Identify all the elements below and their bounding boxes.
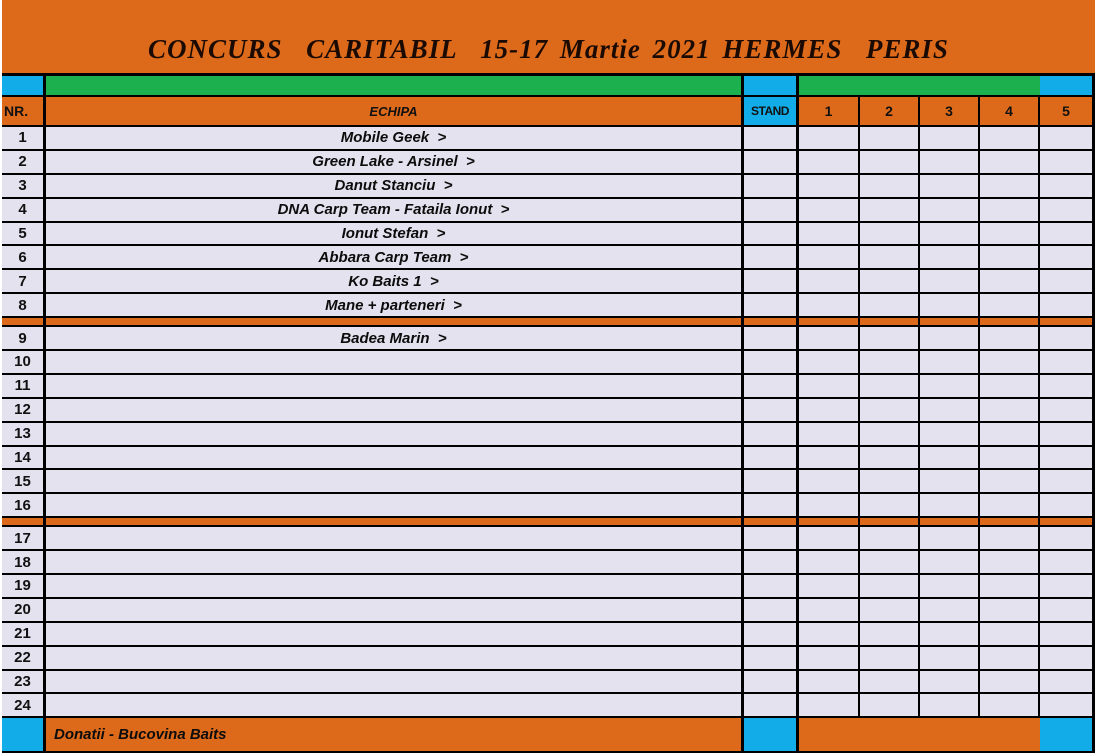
score-cell-5 bbox=[1040, 623, 1095, 645]
score-cell-2 bbox=[860, 294, 920, 316]
score-cell-5 bbox=[1040, 423, 1095, 445]
team-name-cell bbox=[46, 447, 744, 469]
score-cell-5 bbox=[1040, 199, 1095, 221]
stand-cell bbox=[744, 294, 799, 316]
score-cell-2 bbox=[860, 127, 920, 149]
score-cell-2 bbox=[860, 494, 920, 516]
header-stand-3: 3 bbox=[920, 97, 980, 125]
score-cell-2 bbox=[860, 470, 920, 492]
stand-cell bbox=[744, 447, 799, 469]
score-cell-3 bbox=[920, 199, 980, 221]
score-cell-2 bbox=[860, 375, 920, 397]
score-cell-3 bbox=[920, 351, 980, 373]
score-cell-2 bbox=[860, 671, 920, 693]
row-number: 4 bbox=[2, 199, 46, 221]
stand-cell bbox=[744, 575, 799, 597]
score-cell-4 bbox=[980, 447, 1040, 469]
score-cell-5 bbox=[1040, 327, 1095, 349]
row-number: 19 bbox=[2, 575, 46, 597]
score-cell-4 bbox=[980, 470, 1040, 492]
score-cell-3 bbox=[920, 294, 980, 316]
score-cell-2 bbox=[860, 599, 920, 621]
team-name-cell bbox=[46, 599, 744, 621]
score-cell-1 bbox=[799, 127, 860, 149]
score-cell-4 bbox=[980, 399, 1040, 421]
band-nr-cell bbox=[2, 76, 46, 95]
score-cell-2 bbox=[860, 623, 920, 645]
team-name-cell bbox=[46, 647, 744, 669]
score-cell-3 bbox=[920, 399, 980, 421]
team-name-cell: Mobile Geek > bbox=[46, 127, 744, 149]
score-cell-1 bbox=[799, 375, 860, 397]
row-number: 1 bbox=[2, 127, 46, 149]
team-name-cell bbox=[46, 470, 744, 492]
stand-cell bbox=[744, 175, 799, 197]
row-number: 5 bbox=[2, 223, 46, 245]
table-row bbox=[2, 527, 1095, 551]
stand-cell bbox=[744, 127, 799, 149]
table-row bbox=[2, 175, 1095, 199]
table-row bbox=[2, 246, 1095, 270]
score-cell-4 bbox=[980, 375, 1040, 397]
table-row bbox=[2, 551, 1095, 575]
stand-cell bbox=[744, 470, 799, 492]
row-number: 13 bbox=[2, 423, 46, 445]
row-number: 23 bbox=[2, 671, 46, 693]
table-row bbox=[2, 375, 1095, 399]
score-cell-1 bbox=[799, 151, 860, 173]
stand-cell bbox=[744, 623, 799, 645]
stand-cell bbox=[744, 351, 799, 373]
table-row bbox=[2, 151, 1095, 175]
score-cell-5 bbox=[1040, 575, 1095, 597]
header-stand-5: 5 bbox=[1040, 97, 1095, 125]
team-name-cell bbox=[46, 623, 744, 645]
row-number: 7 bbox=[2, 270, 46, 292]
team-name-cell bbox=[46, 575, 744, 597]
score-cell-2 bbox=[860, 647, 920, 669]
team-name-cell: Green Lake - Arsinel > bbox=[46, 151, 744, 173]
score-cell-4 bbox=[980, 151, 1040, 173]
score-cell-2 bbox=[860, 223, 920, 245]
score-cell-4 bbox=[980, 199, 1040, 221]
stand-cell bbox=[744, 527, 799, 549]
score-cell-2 bbox=[860, 447, 920, 469]
score-cell-1 bbox=[799, 599, 860, 621]
score-cell-3 bbox=[920, 694, 980, 716]
score-cell-3 bbox=[920, 127, 980, 149]
score-cell-1 bbox=[799, 327, 860, 349]
band-stands-1-4-cell bbox=[799, 76, 1040, 95]
score-cell-3 bbox=[920, 270, 980, 292]
score-cell-2 bbox=[860, 327, 920, 349]
table-row bbox=[2, 199, 1095, 223]
table-row bbox=[2, 127, 1095, 151]
table-row bbox=[2, 575, 1095, 599]
row-number: 22 bbox=[2, 647, 46, 669]
row-number: 17 bbox=[2, 527, 46, 549]
score-cell-1 bbox=[799, 223, 860, 245]
table-row bbox=[2, 623, 1095, 647]
score-cell-4 bbox=[980, 223, 1040, 245]
row-number: 21 bbox=[2, 623, 46, 645]
row-number: 10 bbox=[2, 351, 46, 373]
score-cell-3 bbox=[920, 551, 980, 573]
score-cell-3 bbox=[920, 494, 980, 516]
team-name-cell bbox=[46, 423, 744, 445]
score-cell-5 bbox=[1040, 527, 1095, 549]
team-name-cell: DNA Carp Team - Fataila Ionut > bbox=[46, 199, 744, 221]
stand-cell bbox=[744, 694, 799, 716]
score-cell-5 bbox=[1040, 175, 1095, 197]
score-cell-3 bbox=[920, 527, 980, 549]
table-row bbox=[2, 671, 1095, 695]
score-cell-3 bbox=[920, 223, 980, 245]
stand-cell bbox=[744, 246, 799, 268]
score-cell-2 bbox=[860, 423, 920, 445]
footer-row bbox=[2, 718, 1095, 753]
header-stand: STAND bbox=[744, 97, 799, 125]
score-cell-4 bbox=[980, 270, 1040, 292]
table-row bbox=[2, 327, 1095, 351]
team-name-cell: Abbara Carp Team > bbox=[46, 246, 744, 268]
table-row bbox=[2, 223, 1095, 247]
team-name-cell bbox=[46, 694, 744, 716]
score-cell-1 bbox=[799, 623, 860, 645]
rows-container bbox=[2, 127, 1095, 718]
score-cell-2 bbox=[860, 246, 920, 268]
score-cell-5 bbox=[1040, 399, 1095, 421]
table-header-row bbox=[2, 97, 1095, 127]
score-cell-4 bbox=[980, 599, 1040, 621]
team-name-cell bbox=[46, 551, 744, 573]
score-cell-4 bbox=[980, 175, 1040, 197]
stand-cell bbox=[744, 199, 799, 221]
score-cell-1 bbox=[799, 351, 860, 373]
score-cell-1 bbox=[799, 246, 860, 268]
score-cell-2 bbox=[860, 351, 920, 373]
header-echipa: ECHIPA bbox=[46, 97, 744, 125]
score-cell-3 bbox=[920, 246, 980, 268]
score-cell-5 bbox=[1040, 647, 1095, 669]
score-cell-4 bbox=[980, 694, 1040, 716]
score-cell-4 bbox=[980, 351, 1040, 373]
score-cell-1 bbox=[799, 527, 860, 549]
score-cell-2 bbox=[860, 575, 920, 597]
score-cell-3 bbox=[920, 175, 980, 197]
score-cell-3 bbox=[920, 470, 980, 492]
score-cell-3 bbox=[920, 375, 980, 397]
score-cell-5 bbox=[1040, 551, 1095, 573]
score-cell-1 bbox=[799, 575, 860, 597]
team-name-cell bbox=[46, 494, 744, 516]
score-cell-1 bbox=[799, 647, 860, 669]
score-cell-1 bbox=[799, 270, 860, 292]
row-number: 12 bbox=[2, 399, 46, 421]
footer-nr-cell bbox=[2, 718, 46, 751]
stand-cell bbox=[744, 375, 799, 397]
score-cell-5 bbox=[1040, 671, 1095, 693]
score-cell-5 bbox=[1040, 470, 1095, 492]
score-cell-5 bbox=[1040, 223, 1095, 245]
score-cell-4 bbox=[980, 575, 1040, 597]
score-cell-1 bbox=[799, 294, 860, 316]
row-number: 11 bbox=[2, 375, 46, 397]
table-row bbox=[2, 470, 1095, 494]
row-number: 18 bbox=[2, 551, 46, 573]
score-cell-2 bbox=[860, 199, 920, 221]
table-row bbox=[2, 647, 1095, 671]
table-row bbox=[2, 599, 1095, 623]
score-cell-2 bbox=[860, 694, 920, 716]
score-cell-5 bbox=[1040, 351, 1095, 373]
score-cell-4 bbox=[980, 127, 1040, 149]
table-row bbox=[2, 351, 1095, 375]
score-cell-5 bbox=[1040, 127, 1095, 149]
score-cell-2 bbox=[860, 270, 920, 292]
team-name-cell bbox=[46, 527, 744, 549]
score-cell-5 bbox=[1040, 270, 1095, 292]
header-stand-4: 4 bbox=[980, 97, 1040, 125]
team-name-cell bbox=[46, 375, 744, 397]
score-cell-2 bbox=[860, 399, 920, 421]
header-stand-1: 1 bbox=[799, 97, 860, 125]
score-cell-4 bbox=[980, 671, 1040, 693]
score-cell-2 bbox=[860, 175, 920, 197]
row-number: 20 bbox=[2, 599, 46, 621]
score-cell-1 bbox=[799, 423, 860, 445]
score-cell-5 bbox=[1040, 494, 1095, 516]
row-number: 6 bbox=[2, 246, 46, 268]
row-number: 14 bbox=[2, 447, 46, 469]
row-number: 9 bbox=[2, 327, 46, 349]
table-row bbox=[2, 270, 1095, 294]
header-stand-2: 2 bbox=[860, 97, 920, 125]
stand-cell bbox=[744, 327, 799, 349]
score-cell-1 bbox=[799, 494, 860, 516]
score-cell-1 bbox=[799, 447, 860, 469]
stand-cell bbox=[744, 494, 799, 516]
score-cell-3 bbox=[920, 623, 980, 645]
score-cell-3 bbox=[920, 151, 980, 173]
score-cell-3 bbox=[920, 647, 980, 669]
score-cell-1 bbox=[799, 551, 860, 573]
footer-stand-cell bbox=[744, 718, 799, 751]
table-row bbox=[2, 694, 1095, 718]
score-cell-2 bbox=[860, 527, 920, 549]
score-cell-4 bbox=[980, 527, 1040, 549]
footer-stands-1-4-cell bbox=[799, 718, 1040, 751]
score-cell-2 bbox=[860, 151, 920, 173]
score-cell-4 bbox=[980, 647, 1040, 669]
score-cell-5 bbox=[1040, 246, 1095, 268]
stand-cell bbox=[744, 671, 799, 693]
score-cell-1 bbox=[799, 399, 860, 421]
score-cell-4 bbox=[980, 423, 1040, 445]
separator-row bbox=[2, 318, 1095, 327]
table-row bbox=[2, 423, 1095, 447]
score-cell-5 bbox=[1040, 447, 1095, 469]
header-nr: NR. bbox=[2, 97, 46, 125]
footer-donatii-label: Donatii - Bucovina Baits bbox=[46, 718, 744, 751]
team-name-cell: Ionut Stefan > bbox=[46, 223, 744, 245]
table-row bbox=[2, 494, 1095, 518]
score-cell-5 bbox=[1040, 599, 1095, 621]
score-cell-1 bbox=[799, 175, 860, 197]
team-name-cell bbox=[46, 399, 744, 421]
score-cell-3 bbox=[920, 423, 980, 445]
team-name-cell: Danut Stanciu > bbox=[46, 175, 744, 197]
row-number: 15 bbox=[2, 470, 46, 492]
stand-cell bbox=[744, 270, 799, 292]
band-echipa-cell bbox=[46, 76, 744, 95]
team-name-cell: Mane + parteneri > bbox=[46, 294, 744, 316]
score-cell-5 bbox=[1040, 294, 1095, 316]
row-number: 16 bbox=[2, 494, 46, 516]
score-cell-3 bbox=[920, 671, 980, 693]
team-name-cell: Badea Marin > bbox=[46, 327, 744, 349]
score-cell-1 bbox=[799, 199, 860, 221]
score-cell-4 bbox=[980, 246, 1040, 268]
score-cell-1 bbox=[799, 671, 860, 693]
stand-cell bbox=[744, 223, 799, 245]
page-title: CONCURS CARITABIL 15-17 Martie 2021 HERMES PERIS bbox=[148, 34, 949, 64]
band-stand-5-cell bbox=[1040, 76, 1095, 95]
stand-cell bbox=[744, 551, 799, 573]
score-cell-5 bbox=[1040, 151, 1095, 173]
row-number: 3 bbox=[2, 175, 46, 197]
stand-cell bbox=[744, 599, 799, 621]
separator-row bbox=[2, 518, 1095, 527]
score-cell-1 bbox=[799, 470, 860, 492]
table-row bbox=[2, 447, 1095, 471]
stand-cell bbox=[744, 151, 799, 173]
score-cell-5 bbox=[1040, 375, 1095, 397]
row-number: 24 bbox=[2, 694, 46, 716]
spreadsheet bbox=[2, 0, 1095, 753]
row-number: 8 bbox=[2, 294, 46, 316]
team-name-cell bbox=[46, 671, 744, 693]
row-number: 2 bbox=[2, 151, 46, 173]
score-cell-3 bbox=[920, 327, 980, 349]
score-cell-3 bbox=[920, 599, 980, 621]
band-stand-cell bbox=[744, 76, 799, 95]
team-name-cell: Ko Baits 1 > bbox=[46, 270, 744, 292]
score-cell-4 bbox=[980, 294, 1040, 316]
score-cell-5 bbox=[1040, 694, 1095, 716]
score-cell-2 bbox=[860, 551, 920, 573]
score-cell-1 bbox=[799, 694, 860, 716]
team-name-cell bbox=[46, 351, 744, 373]
score-cell-3 bbox=[920, 447, 980, 469]
stand-cell bbox=[744, 647, 799, 669]
stand-cell bbox=[744, 423, 799, 445]
color-band-row bbox=[2, 73, 1095, 97]
score-cell-4 bbox=[980, 494, 1040, 516]
table-row bbox=[2, 294, 1095, 318]
score-cell-4 bbox=[980, 327, 1040, 349]
score-cell-4 bbox=[980, 623, 1040, 645]
stand-cell bbox=[744, 399, 799, 421]
table-row bbox=[2, 399, 1095, 423]
title-band bbox=[2, 0, 1095, 73]
score-cell-3 bbox=[920, 575, 980, 597]
score-cell-4 bbox=[980, 551, 1040, 573]
footer-stand-5-cell bbox=[1040, 718, 1095, 751]
